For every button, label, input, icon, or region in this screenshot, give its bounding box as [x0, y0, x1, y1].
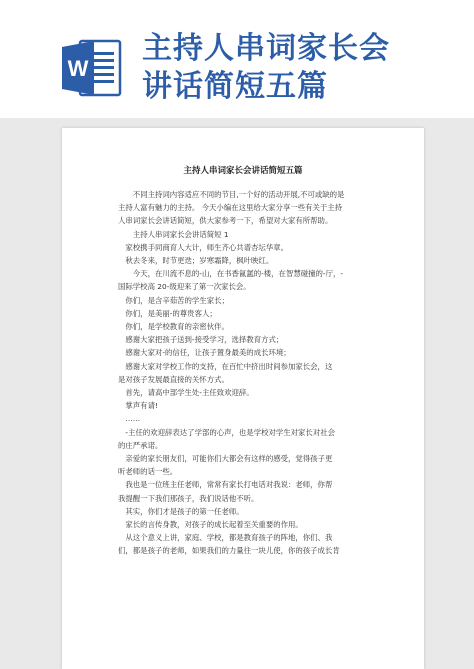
paragraph-line: 感谢大家对-的信任，让孩子置身最美的成长环境；: [125, 348, 291, 358]
paragraph-line: 掌声有请!: [125, 401, 158, 411]
ellipsis-line: ……: [125, 414, 141, 424]
paragraph-line: 不同主持词内容适应不同的节目,一个好的活动开展,不可或缺的是: [132, 190, 345, 199]
word-icon-letter: W: [67, 56, 89, 81]
paragraph-line: 家长的言传身教，对孩子的成长起着至关重要的作用。: [125, 520, 303, 530]
paragraph-line: 感谢大家对学校工作的支持，在百忙中挤出时间参加家长会，这: [125, 361, 333, 371]
paragraph-line: 我提醒一下我们那孩子，我们说话他不听。: [118, 493, 259, 503]
paragraph-line: 首先，请高中部学生处-主任致欢迎辞。: [125, 388, 254, 398]
paragraph-line: 家校携手同商育人大计，师生齐心共谱杏坛华章。: [125, 242, 288, 252]
paragraph-line: 你们，是学校教育的亲密伙伴。: [125, 322, 229, 332]
paragraph-line: 的庄严承诺。: [118, 440, 163, 450]
paragraph-line: 们，都是孩子的老师，如果我们的力量往一块儿使，你的孩子成长肯: [118, 546, 340, 556]
document-body: [118, 188, 403, 558]
paragraph-line: 你们，是含辛茹苦的学生家长；: [125, 295, 229, 305]
banner-title-line2: 讲话简短五篇: [142, 69, 328, 104]
paragraph-line: 你们，是美丽-的尊贵客人；: [125, 308, 217, 318]
banner-title-line1: 主持人串词家长会: [142, 31, 390, 66]
paragraph-line: 国际学校高 20-级迎来了第一次家长会。: [118, 282, 251, 292]
document-page: [62, 128, 424, 669]
paragraph-line: 主持人富有魅力的主持。 今天小编在这里给大家分享一些有关于主持: [118, 203, 343, 213]
paragraph-line: 人串词家长会讲话简短，供大家参考一下，希望对大家有所帮助。: [118, 216, 333, 226]
word-document-icon: [60, 38, 122, 98]
paragraph-line: 我也是一位班主任老师，常常有家长打电话对我说：老师，你帮: [125, 480, 333, 490]
banner-title: [142, 30, 462, 106]
paragraph-line: 亲爱的家长朋友们，可能你们大都会有这样的感受，觉得孩子更: [125, 454, 333, 464]
paragraph-line: 今天，在川流不息的-山，在书香氤氲的-楼，在智慧碰撞的-厅，-: [132, 269, 344, 279]
paragraph-line: 听老师的话一些。: [118, 467, 178, 477]
paragraph-line: -主任的欢迎辞表达了学部的心声，也是学校对学生对家长对社会: [125, 427, 335, 437]
section-heading: 主持人串词家长会讲话简短 1: [132, 229, 229, 239]
paragraph-line: 从这个意义上讲，家庭、学校，都是教育孩子的阵地，你们、我: [125, 533, 333, 543]
paragraph-line: 其实，你们才是孩子的第一任老师。: [125, 506, 244, 516]
document-title: 主持人串词家长会讲话简短五篇: [183, 166, 303, 176]
paragraph-line: 是对孩子发展最直接的关怀方式。: [118, 374, 229, 384]
banner-header: [0, 0, 474, 118]
paragraph-line: 感谢大家把孩子送到-接受学习，选择教育方式；: [125, 335, 284, 345]
paragraph-line: 秋去冬来，时节更迭；岁寒霜降，枫叶映红。: [125, 256, 274, 266]
